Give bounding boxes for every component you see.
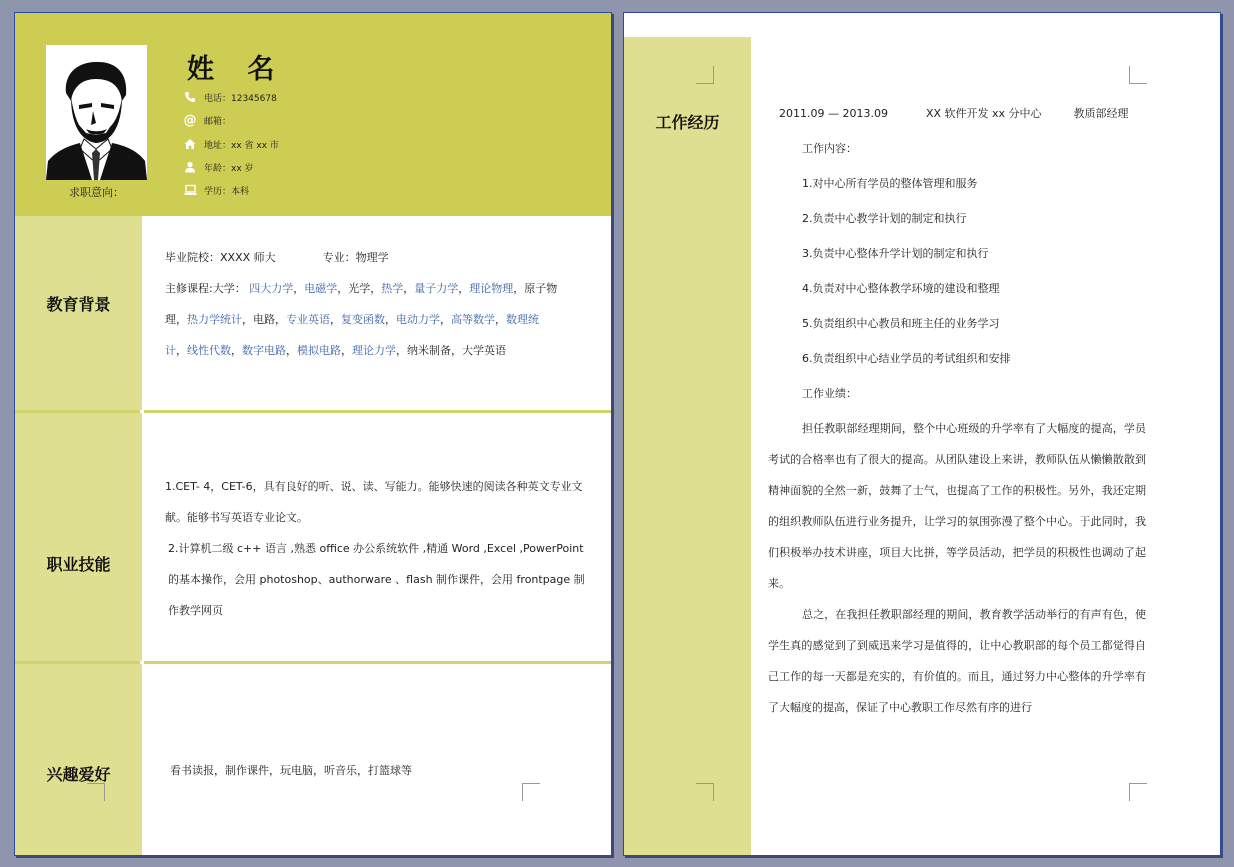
info-phone-text: 电话：12345678 bbox=[204, 93, 277, 104]
job-intent-label: 求职意向： bbox=[69, 186, 124, 199]
duty-item: 5.负责组织中心教员和班主任的业务学习 bbox=[802, 317, 1000, 330]
person-icon bbox=[183, 160, 197, 174]
resume-page-2 bbox=[623, 12, 1221, 856]
crop-mark bbox=[696, 783, 714, 801]
phone-icon bbox=[183, 90, 197, 104]
crop-mark bbox=[1129, 783, 1147, 801]
skills-item: 1.CET- 4，CET-6，具有良好的听、说、读、写能力。能够快速的阅读各种英文专业文献。能够书写英语专业论文。 bbox=[165, 480, 583, 524]
course-item: 高等数学 bbox=[451, 313, 495, 326]
education-title: 教育背景 bbox=[46, 295, 111, 314]
hobbies-content: 看书读报，制作课件，玩电脑，听音乐，打篮球等 bbox=[170, 764, 412, 777]
achievement-paragraph: 担任教职部经理期间，整个中心班级的升学率有了大幅度的提高，学员考试的合格率也有了很大的提高。从团队建设上来讲，教师队伍从懒懒散散到精神面貌的全然一新，鼓舞了士气，也提高了工作的积极性。另外，我还定期的组织教师队伍进行业务提升，让学习的氛围弥漫了整个中心。于此同时，我们积极举办技术讲座，项目大比拼，等学员活动，把学员的积极性也调动了起来。 bbox=[768, 422, 1146, 590]
education-major: 专业：物理学 bbox=[322, 251, 389, 264]
course-item: 热学 bbox=[381, 282, 404, 295]
education-courses bbox=[165, 273, 560, 366]
course-item: ， bbox=[286, 344, 297, 357]
job-header bbox=[779, 105, 1129, 121]
courses-label: 主修课程:大学： bbox=[165, 282, 246, 295]
course-item: 模拟电路 bbox=[297, 344, 341, 357]
info-address-text: 地址：xx 省 xx 市 bbox=[204, 140, 279, 151]
course-item: 理论力学 bbox=[352, 344, 396, 357]
duty-item: 2.负责中心教学计划的制定和执行 bbox=[802, 212, 967, 225]
job-position: 教质部经理 bbox=[1073, 107, 1129, 120]
course-item: ，电路， bbox=[242, 313, 286, 326]
crop-mark bbox=[522, 783, 540, 801]
resume-header bbox=[15, 13, 612, 216]
education-sidebar bbox=[15, 216, 142, 410]
education-school: 毕业院校：XXXX 师大 bbox=[165, 251, 276, 264]
course-item: ， bbox=[176, 344, 187, 357]
crop-mark bbox=[696, 66, 714, 84]
profile-photo bbox=[46, 45, 147, 180]
course-item: ，纳米制备，大学英语 bbox=[396, 344, 506, 357]
duty-item: 3.负责中心整体升学计划的制定和执行 bbox=[802, 247, 989, 260]
crop-mark bbox=[87, 783, 105, 801]
course-item: ， bbox=[458, 282, 470, 295]
course-item: 专业英语 bbox=[286, 313, 330, 326]
job-company: XX 软件开发 xx 分中心 bbox=[925, 107, 1042, 120]
course-item: 电动力学 bbox=[396, 313, 440, 326]
duty-item: 1.对中心所有学员的整体管理和服务 bbox=[802, 177, 978, 190]
info-education bbox=[183, 182, 249, 198]
info-age bbox=[183, 159, 254, 175]
at-sign-icon: @ bbox=[183, 112, 197, 128]
course-item: 线性代数 bbox=[187, 344, 231, 357]
home-icon bbox=[183, 137, 197, 151]
duty-item: 6.负责组织中心结业学员的考试组织和安排 bbox=[802, 352, 1011, 365]
course-item: 数字电路 bbox=[242, 344, 286, 357]
achievements-label: 工作业绩： bbox=[802, 387, 857, 400]
course-item: 热力学统计 bbox=[187, 313, 242, 326]
crop-mark bbox=[1129, 66, 1147, 84]
course-item: 数理统计 bbox=[165, 313, 539, 357]
duty-item: 4.负责对中心整体教学环境的建设和整理 bbox=[802, 282, 1000, 295]
info-address bbox=[183, 136, 279, 152]
course-item: 电磁学 bbox=[304, 282, 338, 295]
work-sidebar bbox=[624, 37, 751, 856]
hobbies-title: 兴趣爱好 bbox=[46, 765, 111, 784]
achievement-paragraph: 总之，在我担任教职部经理的期间，教育教学活动举行的有声有色，使学生真的感觉到了到威迅来学习是值得的，让中心教职部的每个员工都觉得自己工作的每一天都是充实的，有价值的。而且，通过努力中心整体的升学率有了大幅度的提高，保证了中心教职工作尽然有序的进行 bbox=[768, 608, 1146, 714]
course-item: 复变函数 bbox=[341, 313, 385, 326]
skills-sidebar bbox=[15, 413, 142, 661]
course-item: ，光学， bbox=[337, 282, 382, 295]
course-item: ， bbox=[330, 313, 341, 326]
course-item: ，原子物理， bbox=[165, 282, 558, 326]
course-item: ， bbox=[403, 282, 415, 295]
laptop-icon bbox=[183, 183, 197, 197]
info-age-text: 年龄：xx 岁 bbox=[204, 163, 254, 174]
job-achievements bbox=[768, 413, 1146, 723]
course-item: ， bbox=[341, 344, 352, 357]
info-email-text: 邮箱： bbox=[204, 116, 232, 127]
course-item: 理论物理 bbox=[469, 282, 514, 295]
skills-title: 职业技能 bbox=[46, 555, 111, 574]
duties-label: 工作内容： bbox=[802, 142, 857, 155]
work-title: 工作经历 bbox=[655, 113, 720, 132]
skills-content bbox=[165, 471, 585, 626]
education-school-line bbox=[165, 242, 585, 273]
skills-item: 2.计算机二级 c++ 语言 ,熟悉 office 办公系统软件 ,精通 Word ,Excel ,PowerPoint 的基本操作，会用 photoshop、authorware 、flash 制作课件，会用 frontpage 制作教学网页 bbox=[168, 542, 585, 617]
info-phone bbox=[183, 89, 277, 105]
job-duties bbox=[768, 131, 1146, 411]
course-item: 量子力学 bbox=[414, 282, 459, 295]
course-item: ， bbox=[231, 344, 242, 357]
education-content bbox=[165, 242, 585, 366]
name-title: 姓 名 bbox=[187, 54, 287, 85]
course-item: ， bbox=[293, 282, 305, 295]
course-item: ， bbox=[495, 313, 506, 326]
course-item: 四大力学 bbox=[249, 282, 294, 295]
hobbies-sidebar bbox=[15, 664, 142, 856]
info-email bbox=[183, 112, 231, 128]
resume-page-1 bbox=[14, 12, 612, 856]
course-item: ， bbox=[385, 313, 396, 326]
job-period: 2011.09 — 2013.09 bbox=[779, 107, 888, 120]
info-education-text: 学历：本科 bbox=[204, 186, 250, 197]
course-item: ， bbox=[440, 313, 451, 326]
